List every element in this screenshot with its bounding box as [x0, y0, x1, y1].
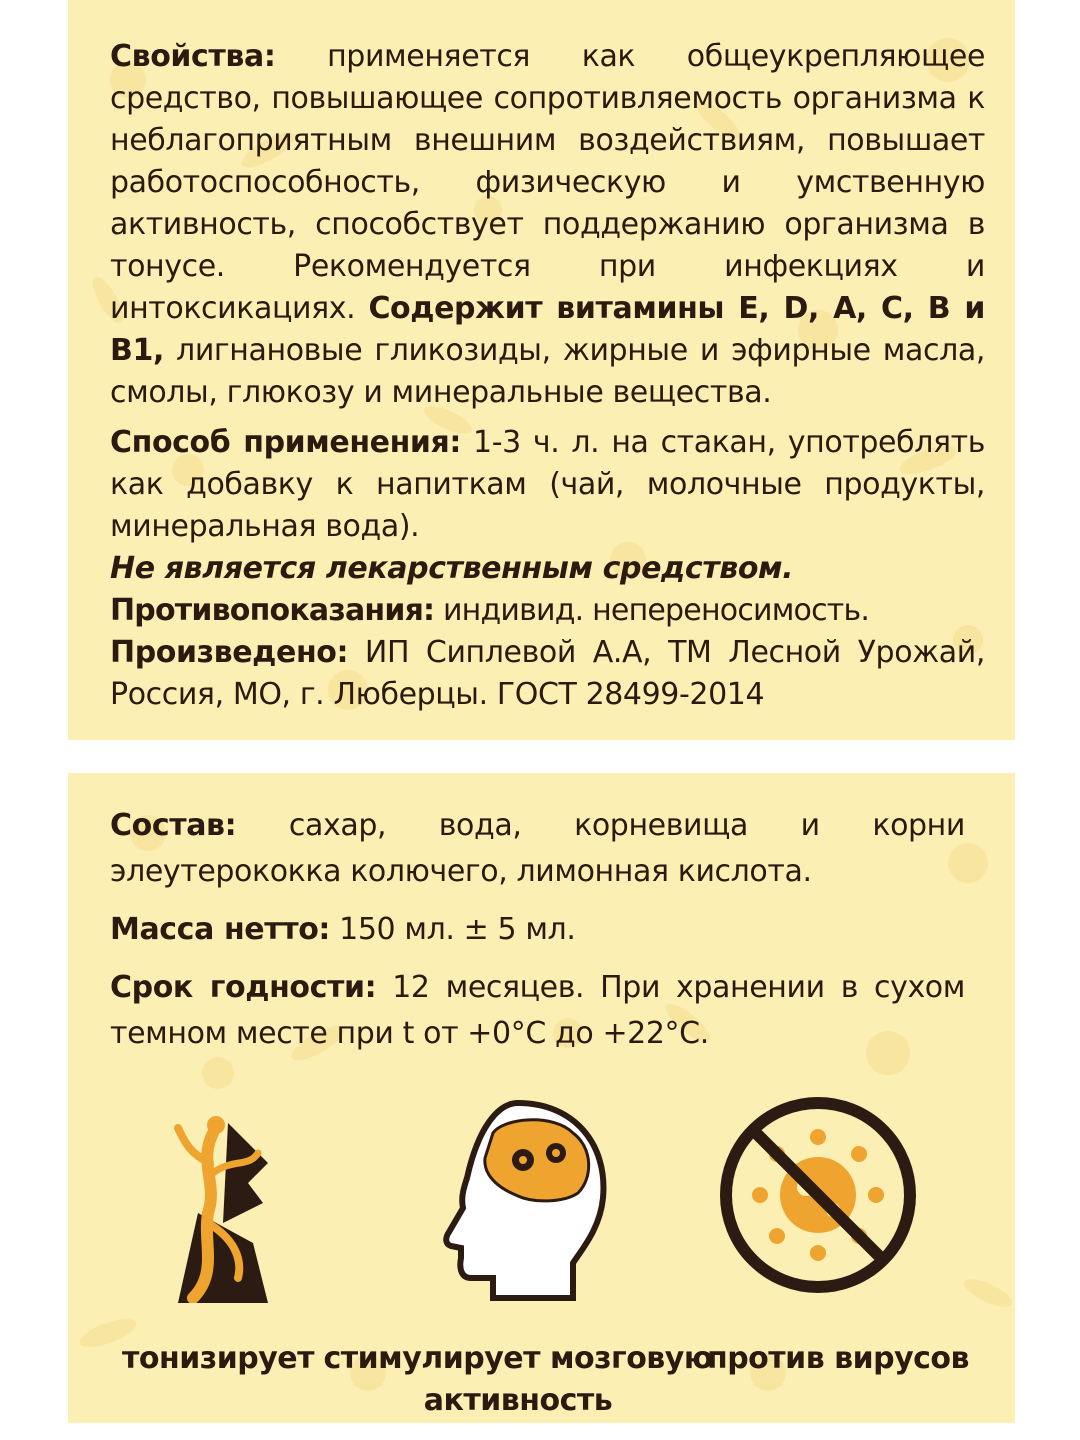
- usage-label: Способ применения:: [110, 425, 462, 460]
- shelf-life-paragraph: [110, 965, 965, 1057]
- contraindications-text: индивид. непереносимость.: [434, 593, 870, 628]
- contraindications-paragraph: [110, 590, 985, 632]
- shelf-life-text: 12 месяцев. При хранении в сухом темном месте при t от +0°С до +22°С.: [110, 970, 965, 1051]
- dancer-root-icon: [158, 1103, 298, 1303]
- usage-paragraph: [110, 422, 985, 548]
- properties-text-2: лигнановые гликозиды, жирные и эфирные масла, смолы, глюкозу и минеральные вещества.: [110, 333, 985, 410]
- properties-paragraph: [110, 36, 985, 414]
- caption-brain-activity: стимулирует мозговую активность: [323, 1341, 713, 1418]
- brain-gears-icon: [423, 1098, 623, 1303]
- properties-text-1: применяется как общеукрепляющее средство, повышающее сопротивляемость организма к неблагоприятным внешним воздействиям, повышает работоспособность, физическую и умственную активность, способствует поддержанию организма в тонусе. Рекомендуется при инфекциях и интоксикациях.: [110, 39, 985, 326]
- info-panel-bottom: [68, 773, 1015, 1423]
- composition-label: Состав:: [110, 808, 237, 843]
- composition-paragraph: [110, 803, 965, 895]
- vitamins-bold: Содержит витамины Е, D, А, С, В и В1,: [110, 291, 985, 368]
- usage-text: 1-3 ч. л. на стакан, употреблять как добавку к напиткам (чай, молочные продукты, минеральная вода).: [110, 425, 985, 544]
- mass-label: Масса нетто:: [110, 912, 331, 947]
- not-medicine-note: Не является лекарственным средством.: [110, 551, 794, 586]
- produced-paragraph: [110, 632, 985, 716]
- shelf-life-label: Срок годности:: [110, 970, 377, 1005]
- properties-text-block: [110, 36, 985, 716]
- properties-label: Свойства:: [110, 39, 276, 74]
- composition-text: сахар, вода, корневища и корни элеутерококка колючего, лимонная кислота.: [110, 808, 965, 889]
- caption-antiviral: против вирусов: [706, 1341, 970, 1376]
- caption-tonifies: тонизирует: [122, 1341, 314, 1376]
- info-panel-top: [68, 0, 1015, 740]
- mass-paragraph: [110, 907, 965, 953]
- contraindications-label: Противопоказания:: [110, 593, 435, 628]
- mass-text: 150 мл. ± 5 мл.: [330, 912, 576, 947]
- composition-text-block: [110, 803, 965, 1057]
- produced-label: Произведено:: [110, 635, 349, 670]
- produced-text: ИП Сиплевой А.А, ТМ Лесной Урожай, Россия, МО, г. Люберцы. ГОСТ 28499-2014: [110, 635, 985, 712]
- no-virus-icon: [718, 1095, 918, 1295]
